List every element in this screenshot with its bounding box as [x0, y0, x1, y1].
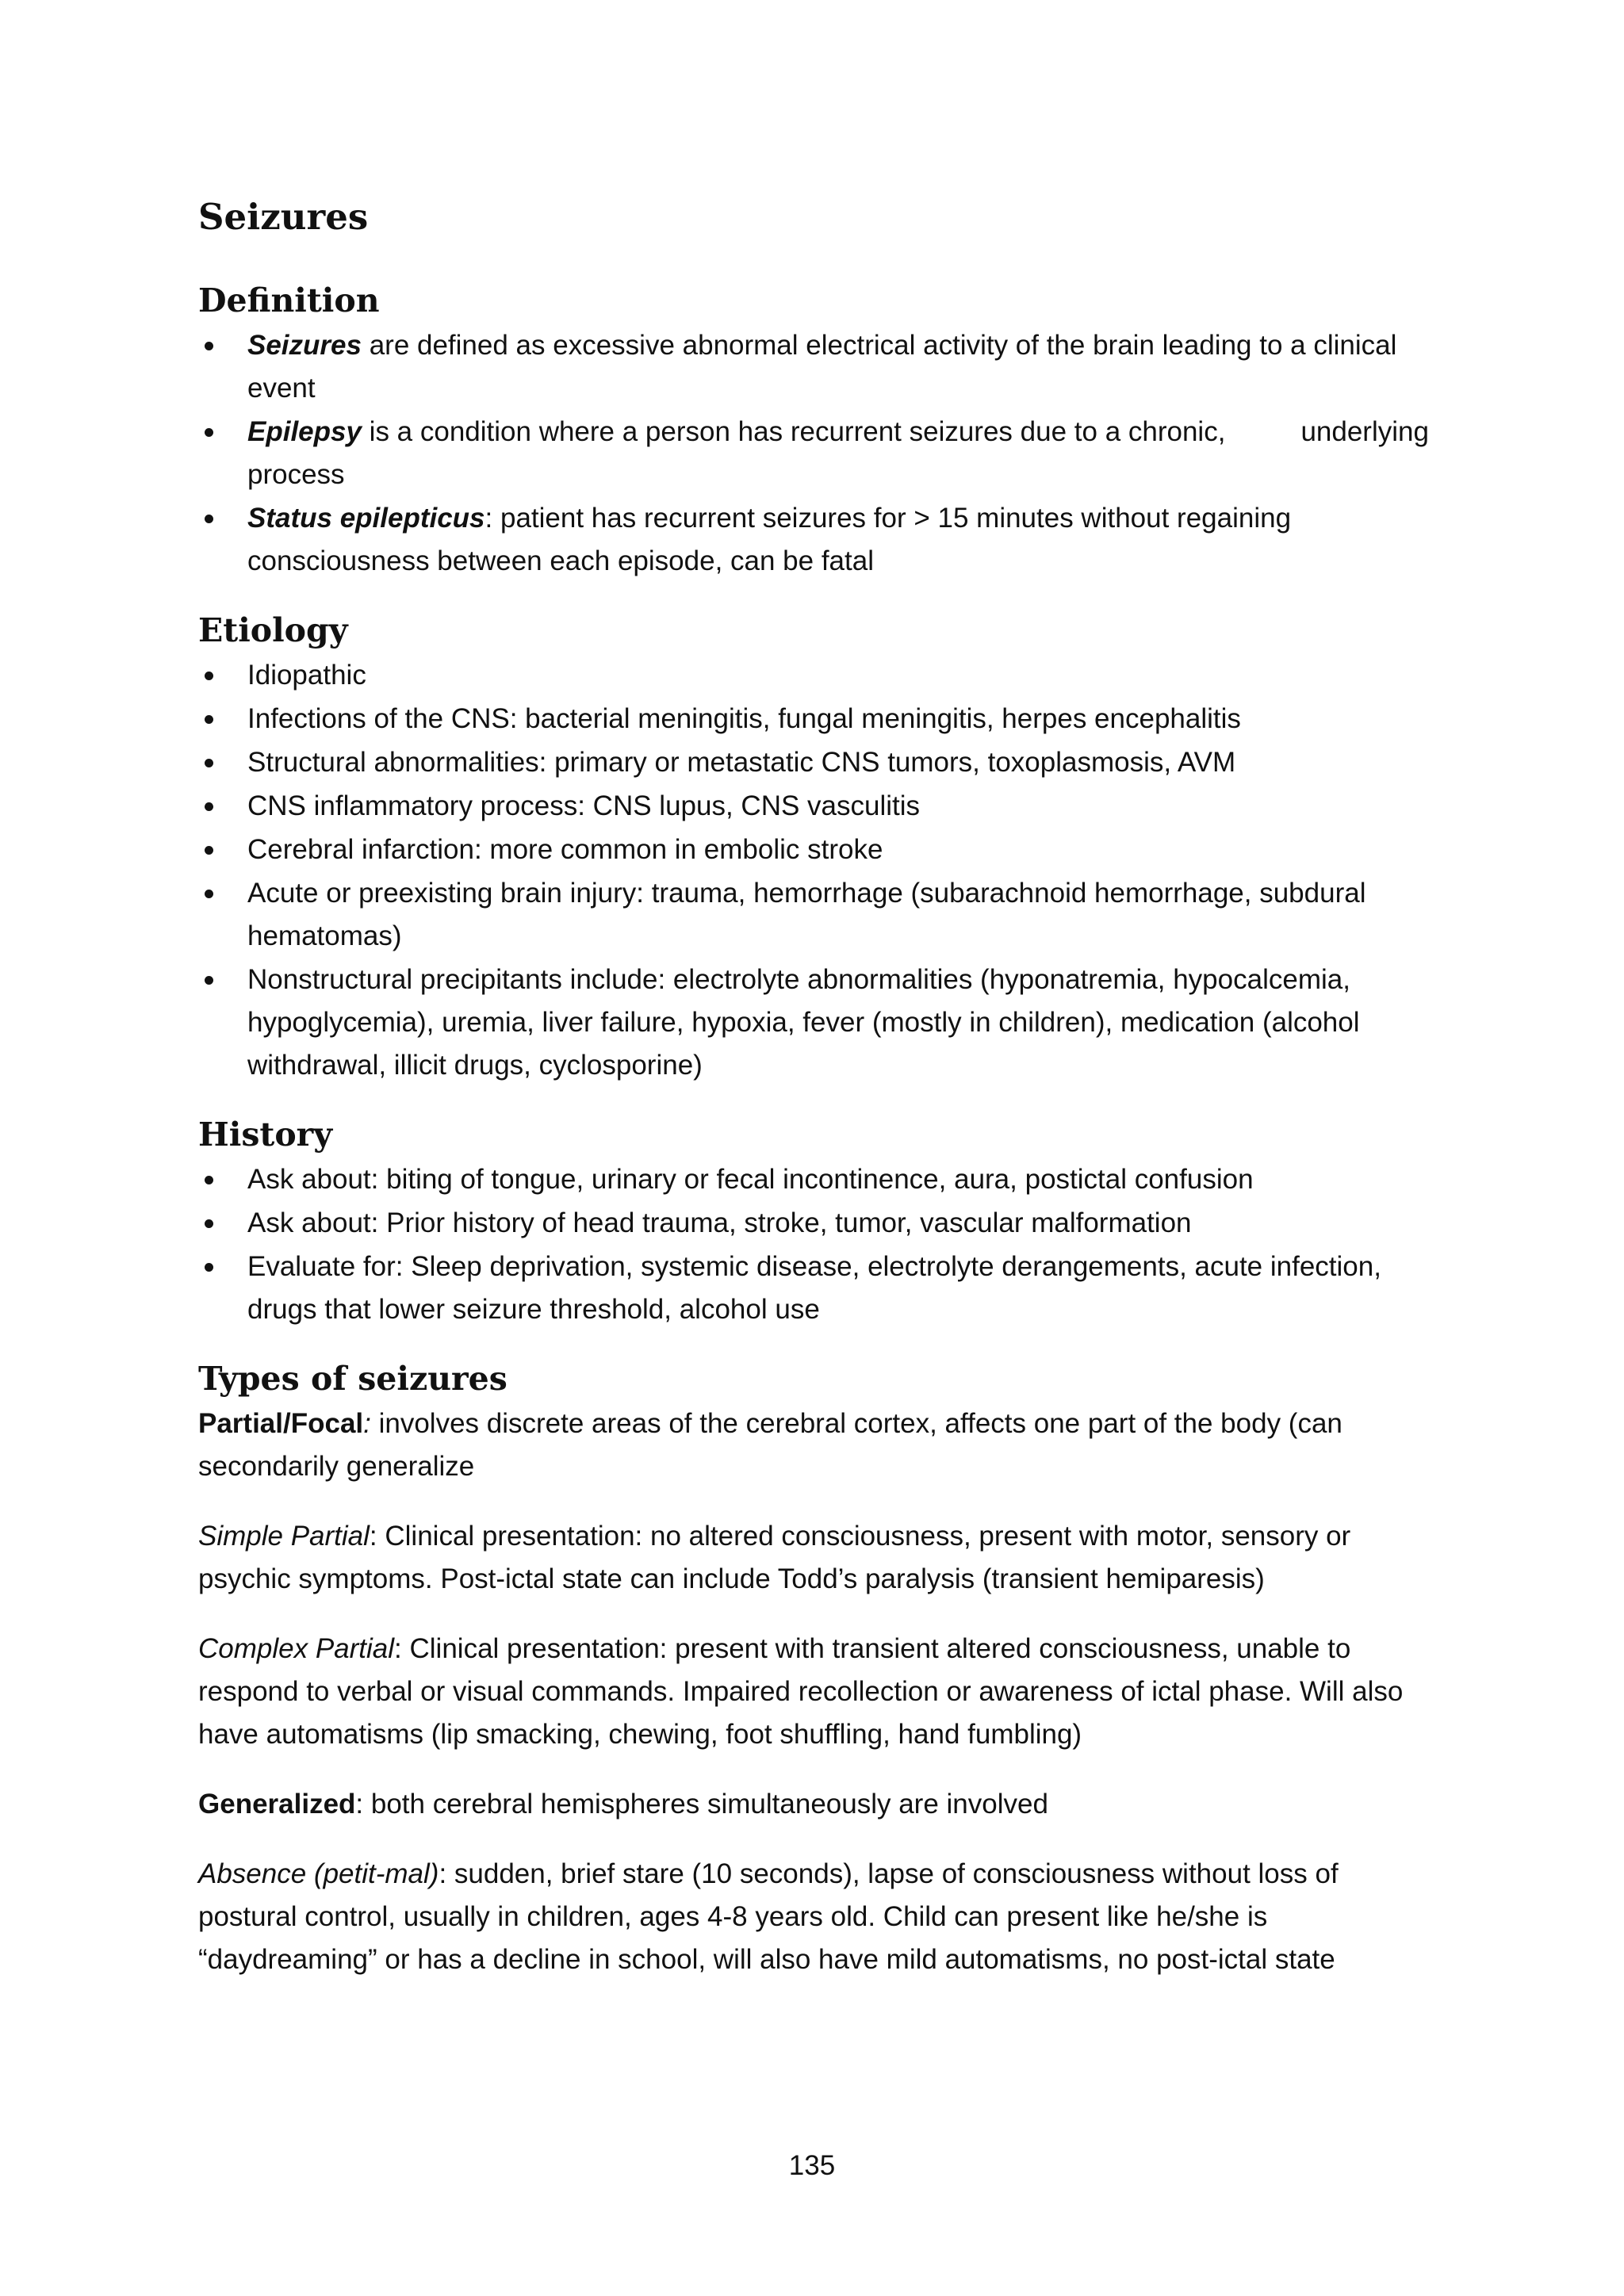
etiology-list	[198, 654, 1435, 1087]
list-item: Nonstructural precipitants include: electrolyte abnormalities (hyponatremia, hypocalcemia, hypoglycemia), uremia, liver failure, hypoxia, fever (mostly in children), medication (alcohol withdrawal, illicit drugs, cyclosporine)	[198, 959, 1435, 1087]
list-item: Idiopathic	[198, 654, 1435, 697]
list-item: Seizures are defined as excessive abnormal electrical activity of the brain leading to a clinical event	[198, 324, 1435, 410]
history-heading: History	[198, 1115, 333, 1154]
bullet-icon	[205, 672, 213, 680]
list-item: Evaluate for: Sleep deprivation, systemic disease, electrolyte derangements, acute infection, drugs that lower seizure threshold, alcohol use	[198, 1246, 1435, 1331]
partial-paragraph: Partial/Focal: involves discrete areas of the cerebral cortex, affects one part of the body (can secondarily generalize	[198, 1408, 1342, 1482]
list-item: Structural abnormalities: primary or metastatic CNS tumors, toxoplasmosis, AVM	[198, 741, 1435, 784]
bullet-icon	[205, 802, 213, 811]
types-heading: Types of seizures	[198, 1360, 508, 1398]
bullet-icon	[205, 1263, 213, 1272]
list-item: Ask about: Prior history of head trauma, stroke, tumor, vascular malformation	[198, 1202, 1435, 1245]
list-item: Infections of the CNS: bacterial meningitis, fungal meningitis, herpes encephalitis	[198, 698, 1435, 740]
bullet-icon	[205, 342, 213, 350]
etiology-heading: Etiology	[198, 611, 348, 649]
simple-partial-paragraph: Simple Partial: Clinical presentation: no altered consciousness, present with motor, sensory or psychic symptoms. Post-ictal state can include Todd’s paralysis (transient hemiparesis)	[198, 1521, 1351, 1594]
bullet-icon	[205, 1176, 213, 1184]
bullet-icon	[205, 515, 213, 523]
bullet-icon	[205, 976, 213, 985]
bullet-icon	[205, 846, 213, 855]
document-page	[198, 194, 1435, 2008]
history-list	[198, 1158, 1435, 1331]
list-item: CNS inflammatory process: CNS lupus, CNS vasculitis	[198, 785, 1435, 828]
list-item: Ask about: biting of tongue, urinary or fecal incontinence, aura, postictal confusion	[198, 1158, 1435, 1201]
generalized-paragraph: Generalized: both cerebral hemispheres simultaneously are involved	[198, 1789, 1048, 1820]
bullet-icon	[205, 428, 213, 437]
absence-paragraph: Absence (petit-mal): sudden, brief stare (10 seconds), lapse of consciousness without loss of postural control, usually in children, ages 4-8 years old. Child can present like he/she is “daydreaming” or has a decline in school, will also have mild automatisms, no post-ictal state	[198, 1858, 1339, 1975]
list-item: Status epilepticus: patient has recurrent seizures for > 15 minutes without regaining consciousness between each episode, can be fatal	[198, 497, 1435, 583]
list-item: Cerebral infarction: more common in embolic stroke	[198, 828, 1435, 871]
definition-list	[198, 324, 1435, 583]
definition-heading: Definition	[198, 281, 380, 320]
list-item: Acute or preexisting brain injury: trauma, hemorrhage (subarachnoid hemorrhage, subdural hematomas)	[198, 872, 1435, 958]
bullet-icon	[205, 890, 213, 898]
list-item: Epilepsy is a condition where a person has recurrent seizures due to a chronic, underlying process	[198, 411, 1435, 496]
page-title: Seizures	[198, 196, 369, 238]
bullet-icon	[205, 715, 213, 724]
page-number: 135	[788, 2150, 836, 2181]
bullet-icon	[205, 1219, 213, 1228]
bullet-icon	[205, 759, 213, 767]
complex-partial-paragraph: Complex Partial: Clinical presentation: present with transient altered consciousness, unable to respond to verbal or visual commands. Impaired recollection or awareness of ictal phase. Will also have automatisms (lip smacking, chewing, foot shuffling, hand fumbling)	[198, 1633, 1404, 1750]
